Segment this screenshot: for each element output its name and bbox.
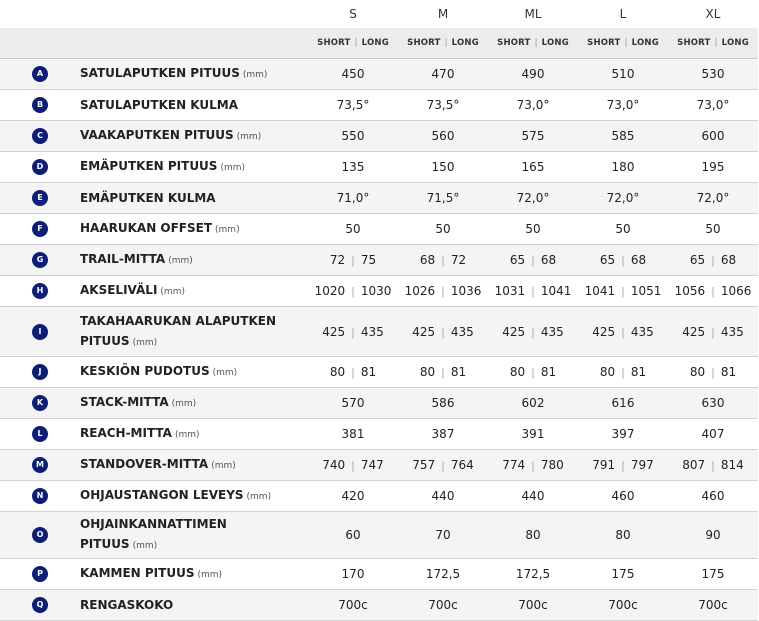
long-value: 72 xyxy=(450,253,467,267)
value-cell xyxy=(398,307,488,357)
pair-separator: | xyxy=(531,285,535,298)
table-row xyxy=(0,357,758,388)
pair-separator: | xyxy=(531,325,535,339)
unit-label: (mm) xyxy=(132,541,158,551)
value-cell: 585 xyxy=(578,121,668,152)
value-cell: 440 xyxy=(398,481,488,512)
value-cell xyxy=(308,276,398,307)
short-value: 68 xyxy=(419,253,436,267)
unit-label: (mm) xyxy=(132,337,158,348)
letter-badge: P xyxy=(32,566,48,582)
value-cell: 73,0° xyxy=(488,90,578,121)
unit-label: (mm) xyxy=(220,163,246,173)
value-cell: 172,5 xyxy=(398,559,488,590)
short-value: 791 xyxy=(592,458,616,472)
long-label: LONG xyxy=(541,38,569,48)
long-label: LONG xyxy=(361,38,389,48)
table-row xyxy=(0,90,758,121)
short-value: 1026 xyxy=(404,284,436,298)
measurement-name: STACK-MITTA xyxy=(80,395,169,409)
pair-separator: | xyxy=(441,285,445,298)
letter-cell xyxy=(0,590,80,621)
long-value: 797 xyxy=(630,458,654,472)
short-value: 1056 xyxy=(674,284,706,298)
unit-label: (mm) xyxy=(212,368,238,378)
long-value: 1066 xyxy=(720,284,752,298)
unit-label: (mm) xyxy=(211,461,236,471)
long-value: 68 xyxy=(720,253,737,267)
value-cell: 490 xyxy=(488,59,578,90)
value-cell: 90 xyxy=(668,512,758,559)
pair-separator: | xyxy=(351,325,355,339)
value-cell xyxy=(308,450,398,481)
short-long-label xyxy=(578,28,668,59)
measurement-label xyxy=(80,121,308,152)
letter-badge: K xyxy=(32,395,48,411)
measurement-label xyxy=(80,512,308,559)
letter-cell xyxy=(0,357,80,388)
value-cell: 616 xyxy=(578,388,668,419)
unit-label: (mm) xyxy=(215,225,240,235)
measurement-label xyxy=(80,357,308,388)
measurement-name: KESKIÖN PUDOTUS xyxy=(80,364,210,378)
letter-badge: G xyxy=(32,252,48,268)
value-cell: 72,0° xyxy=(668,183,758,214)
measurement-label xyxy=(80,419,308,450)
unit-label: (mm) xyxy=(236,132,262,142)
letter-cell xyxy=(0,276,80,307)
value-cell: 630 xyxy=(668,388,758,419)
value-cell: 72,0° xyxy=(578,183,668,214)
measurement-name: SATULAPUTKEN KULMA xyxy=(80,98,239,112)
unit-label: (mm) xyxy=(242,70,268,80)
value-cell: 407 xyxy=(668,419,758,450)
short-value: 80 xyxy=(599,365,616,379)
value-cell: 172,5 xyxy=(488,559,578,590)
long-value: 435 xyxy=(540,324,564,339)
header-spacer xyxy=(80,28,308,59)
separator: | xyxy=(714,38,718,48)
pair-separator: | xyxy=(711,254,715,267)
value-cell xyxy=(668,450,758,481)
table-row xyxy=(0,245,758,276)
long-value: 814 xyxy=(720,458,744,472)
long-value: 435 xyxy=(450,324,474,339)
value-cell: 700c xyxy=(308,590,398,621)
value-cell: 602 xyxy=(488,388,578,419)
value-cell: 460 xyxy=(578,481,668,512)
table-row xyxy=(0,450,758,481)
measurement-label xyxy=(80,388,308,419)
value-cell xyxy=(488,357,578,388)
value-cell: 180 xyxy=(578,152,668,183)
value-cell: 80 xyxy=(578,512,668,559)
pair-separator: | xyxy=(621,285,625,298)
value-cell: 50 xyxy=(308,214,398,245)
value-cell: 195 xyxy=(668,152,758,183)
value-cell: 700c xyxy=(488,590,578,621)
value-cell: 700c xyxy=(398,590,488,621)
value-cell xyxy=(398,450,488,481)
pair-separator: | xyxy=(711,325,715,339)
pair-separator: | xyxy=(441,366,445,379)
long-value: 1041 xyxy=(540,284,572,298)
measurement-name: TAKAHAARUKAN ALAPUTKEN PITUUS xyxy=(80,313,277,348)
letter-badge: Q xyxy=(32,597,48,613)
value-cell xyxy=(308,245,398,276)
letter-cell xyxy=(0,214,80,245)
unit-label: (mm) xyxy=(174,430,200,440)
value-cell: 50 xyxy=(488,214,578,245)
value-cell: 175 xyxy=(578,559,668,590)
measurement-label xyxy=(80,559,308,590)
separator: | xyxy=(624,38,628,48)
pair-separator: | xyxy=(711,366,715,379)
value-cell: 550 xyxy=(308,121,398,152)
measurement-name: HAARUKAN OFFSET xyxy=(80,221,213,235)
long-value: 435 xyxy=(630,324,654,339)
table-row xyxy=(0,152,758,183)
value-cell: 50 xyxy=(578,214,668,245)
value-cell xyxy=(578,245,668,276)
long-value: 81 xyxy=(360,365,377,379)
letter-badge: E xyxy=(32,190,48,206)
short-long-label xyxy=(398,28,488,59)
value-cell xyxy=(398,245,488,276)
letter-cell xyxy=(0,307,80,357)
pair-separator: | xyxy=(621,366,625,379)
short-label: SHORT xyxy=(497,38,531,48)
value-cell xyxy=(668,245,758,276)
letter-cell xyxy=(0,512,80,559)
header-spacer xyxy=(0,28,80,59)
measurement-name: REACH-MITTA xyxy=(80,426,172,440)
table-row xyxy=(0,512,758,559)
short-label: SHORT xyxy=(677,38,711,48)
value-cell: 530 xyxy=(668,59,758,90)
letter-badge: I xyxy=(32,324,48,340)
value-cell: 700c xyxy=(668,590,758,621)
letter-cell xyxy=(0,59,80,90)
short-value: 65 xyxy=(509,253,526,267)
size-header-row xyxy=(0,0,758,28)
value-cell xyxy=(488,450,578,481)
short-label: SHORT xyxy=(587,38,621,48)
value-cell xyxy=(578,307,668,357)
measurement-name: OHJAINKANNATTIMEN PITUUS xyxy=(80,517,227,551)
letter-cell xyxy=(0,90,80,121)
separator: | xyxy=(354,38,358,48)
value-cell: 450 xyxy=(308,59,398,90)
short-value: 807 xyxy=(682,458,706,472)
letter-cell xyxy=(0,183,80,214)
long-value: 81 xyxy=(540,365,557,379)
short-value: 774 xyxy=(502,458,526,472)
letter-badge: J xyxy=(32,364,48,380)
long-value: 435 xyxy=(720,324,744,339)
short-value: 1031 xyxy=(494,284,526,298)
value-cell: 71,0° xyxy=(308,183,398,214)
measurement-label xyxy=(80,59,308,90)
measurement-label xyxy=(80,152,308,183)
letter-badge: A xyxy=(32,66,48,82)
value-cell: 50 xyxy=(668,214,758,245)
short-long-label xyxy=(308,28,398,59)
letter-badge: C xyxy=(32,128,48,144)
short-long-label xyxy=(488,28,578,59)
short-value: 1041 xyxy=(584,284,616,298)
table-row xyxy=(0,214,758,245)
short-label: SHORT xyxy=(407,38,441,48)
pair-separator: | xyxy=(441,459,445,472)
short-value: 72 xyxy=(329,253,346,267)
long-value: 1030 xyxy=(360,284,392,298)
value-cell xyxy=(488,307,578,357)
value-cell: 440 xyxy=(488,481,578,512)
letter-badge: B xyxy=(32,97,48,113)
value-cell xyxy=(578,450,668,481)
letter-badge: D xyxy=(32,159,48,175)
short-value: 80 xyxy=(419,365,436,379)
long-value: 747 xyxy=(360,458,384,472)
pair-separator: | xyxy=(621,325,625,339)
size-header: L xyxy=(619,7,627,21)
measurement-name: TRAIL-MITTA xyxy=(80,252,166,266)
short-label: SHORT xyxy=(317,38,351,48)
value-cell: 135 xyxy=(308,152,398,183)
table-row xyxy=(0,419,758,450)
pair-separator: | xyxy=(441,254,445,267)
long-label: LONG xyxy=(631,38,659,48)
header-spacer xyxy=(0,0,80,28)
table-row xyxy=(0,59,758,90)
value-cell: 381 xyxy=(308,419,398,450)
value-cell: 70 xyxy=(398,512,488,559)
table-row xyxy=(0,183,758,214)
value-cell: 391 xyxy=(488,419,578,450)
value-cell xyxy=(668,276,758,307)
value-cell: 165 xyxy=(488,152,578,183)
letter-cell xyxy=(0,481,80,512)
short-value: 425 xyxy=(322,324,346,339)
letter-badge: L xyxy=(32,426,48,442)
short-long-label xyxy=(668,28,758,59)
value-cell: 73,5° xyxy=(308,90,398,121)
pair-separator: | xyxy=(351,254,355,267)
value-cell: 150 xyxy=(398,152,488,183)
table-row xyxy=(0,276,758,307)
letter-cell xyxy=(0,121,80,152)
value-cell xyxy=(308,357,398,388)
size-header: XL xyxy=(705,7,721,21)
value-cell xyxy=(308,307,398,357)
measurement-name: EMÄPUTKEN KULMA xyxy=(80,191,216,205)
short-value: 425 xyxy=(682,324,706,339)
value-cell xyxy=(488,245,578,276)
measurement-label xyxy=(80,214,308,245)
measurement-name: RENGASKOKO xyxy=(80,598,174,612)
letter-badge: H xyxy=(32,283,48,299)
long-value: 81 xyxy=(450,365,467,379)
value-cell: 60 xyxy=(308,512,398,559)
measurement-name: AKSELIVÄLI xyxy=(80,283,158,297)
unit-label: (mm) xyxy=(168,256,193,266)
letter-badge: N xyxy=(32,488,48,504)
measurement-label xyxy=(80,450,308,481)
value-cell xyxy=(668,357,758,388)
value-cell: 586 xyxy=(398,388,488,419)
value-cell: 73,0° xyxy=(668,90,758,121)
pair-separator: | xyxy=(621,459,625,472)
measurement-name: SATULAPUTKEN PITUUS xyxy=(80,66,240,80)
short-value: 80 xyxy=(329,365,346,379)
measurement-label xyxy=(80,590,308,621)
value-cell: 575 xyxy=(488,121,578,152)
value-cell xyxy=(398,276,488,307)
value-cell: 560 xyxy=(398,121,488,152)
measurement-name: KAMMEN PITUUS xyxy=(80,566,195,580)
long-value: 81 xyxy=(630,365,647,379)
value-cell xyxy=(668,307,758,357)
pair-separator: | xyxy=(351,459,355,472)
unit-label: (mm) xyxy=(160,287,185,297)
value-cell: 175 xyxy=(668,559,758,590)
letter-cell xyxy=(0,450,80,481)
measurement-label xyxy=(80,245,308,276)
table-row xyxy=(0,590,758,621)
long-value: 435 xyxy=(360,324,384,339)
letter-cell xyxy=(0,152,80,183)
pair-separator: | xyxy=(621,254,625,267)
unit-label: (mm) xyxy=(171,399,197,409)
value-cell xyxy=(578,276,668,307)
long-label: LONG xyxy=(451,38,479,48)
long-value: 68 xyxy=(540,253,557,267)
measurement-label xyxy=(80,90,308,121)
separator: | xyxy=(444,38,448,48)
letter-badge: O xyxy=(32,527,48,543)
size-header: S xyxy=(349,7,357,21)
value-cell: 397 xyxy=(578,419,668,450)
pair-separator: | xyxy=(711,285,715,298)
pair-separator: | xyxy=(531,459,535,472)
value-cell: 170 xyxy=(308,559,398,590)
long-value: 1051 xyxy=(630,284,662,298)
table-row xyxy=(0,307,758,357)
letter-cell xyxy=(0,559,80,590)
value-cell: 510 xyxy=(578,59,668,90)
short-value: 740 xyxy=(322,458,346,472)
unit-label: (mm) xyxy=(197,570,223,580)
value-cell xyxy=(578,357,668,388)
long-value: 68 xyxy=(630,253,647,267)
short-value: 1020 xyxy=(314,284,346,298)
letter-cell xyxy=(0,419,80,450)
short-value: 757 xyxy=(412,458,436,472)
value-cell: 570 xyxy=(308,388,398,419)
table-row xyxy=(0,388,758,419)
letter-cell xyxy=(0,388,80,419)
unit-label: (mm) xyxy=(246,492,272,502)
pair-separator: | xyxy=(711,459,715,472)
pair-separator: | xyxy=(351,285,355,298)
size-header: ML xyxy=(524,7,542,21)
long-value: 81 xyxy=(720,365,737,379)
long-value: 780 xyxy=(540,458,564,472)
value-cell xyxy=(398,357,488,388)
geometry-rows xyxy=(0,59,758,621)
value-cell: 73,0° xyxy=(578,90,668,121)
short-long-header-row xyxy=(0,28,758,59)
measurement-label xyxy=(80,276,308,307)
short-value: 65 xyxy=(599,253,616,267)
letter-cell xyxy=(0,245,80,276)
value-cell: 80 xyxy=(488,512,578,559)
measurement-label xyxy=(80,481,308,512)
measurement-name: STANDOVER-MITTA xyxy=(80,457,209,471)
pair-separator: | xyxy=(441,325,445,339)
table-row xyxy=(0,481,758,512)
value-cell: 420 xyxy=(308,481,398,512)
table-row xyxy=(0,121,758,152)
value-cell: 387 xyxy=(398,419,488,450)
long-value: 75 xyxy=(360,253,377,267)
separator: | xyxy=(534,38,538,48)
value-cell xyxy=(488,276,578,307)
long-value: 1036 xyxy=(450,284,482,298)
short-value: 80 xyxy=(689,365,706,379)
short-value: 65 xyxy=(689,253,706,267)
pair-separator: | xyxy=(531,254,535,267)
letter-badge: F xyxy=(32,221,48,237)
value-cell: 700c xyxy=(578,590,668,621)
long-label: LONG xyxy=(721,38,749,48)
short-value: 425 xyxy=(502,324,526,339)
measurement-name: VAAKAPUTKEN PITUUS xyxy=(80,128,234,142)
size-header: M xyxy=(437,7,449,21)
pair-separator: | xyxy=(531,366,535,379)
short-value: 80 xyxy=(509,365,526,379)
measurement-name: EMÄPUTKEN PITUUS xyxy=(80,159,218,173)
header-spacer xyxy=(80,0,308,28)
short-value: 425 xyxy=(592,324,616,339)
table-row xyxy=(0,559,758,590)
letter-badge: M xyxy=(32,457,48,473)
value-cell: 72,0° xyxy=(488,183,578,214)
pair-separator: | xyxy=(351,366,355,379)
long-value: 764 xyxy=(450,458,474,472)
short-value: 425 xyxy=(412,324,436,339)
value-cell: 460 xyxy=(668,481,758,512)
value-cell: 50 xyxy=(398,214,488,245)
measurement-label xyxy=(80,307,308,357)
measurement-label xyxy=(80,183,308,214)
measurement-name: OHJAUSTANGON LEVEYS xyxy=(80,488,244,502)
value-cell: 73,5° xyxy=(398,90,488,121)
value-cell: 600 xyxy=(668,121,758,152)
value-cell: 470 xyxy=(398,59,488,90)
value-cell: 71,5° xyxy=(398,183,488,214)
